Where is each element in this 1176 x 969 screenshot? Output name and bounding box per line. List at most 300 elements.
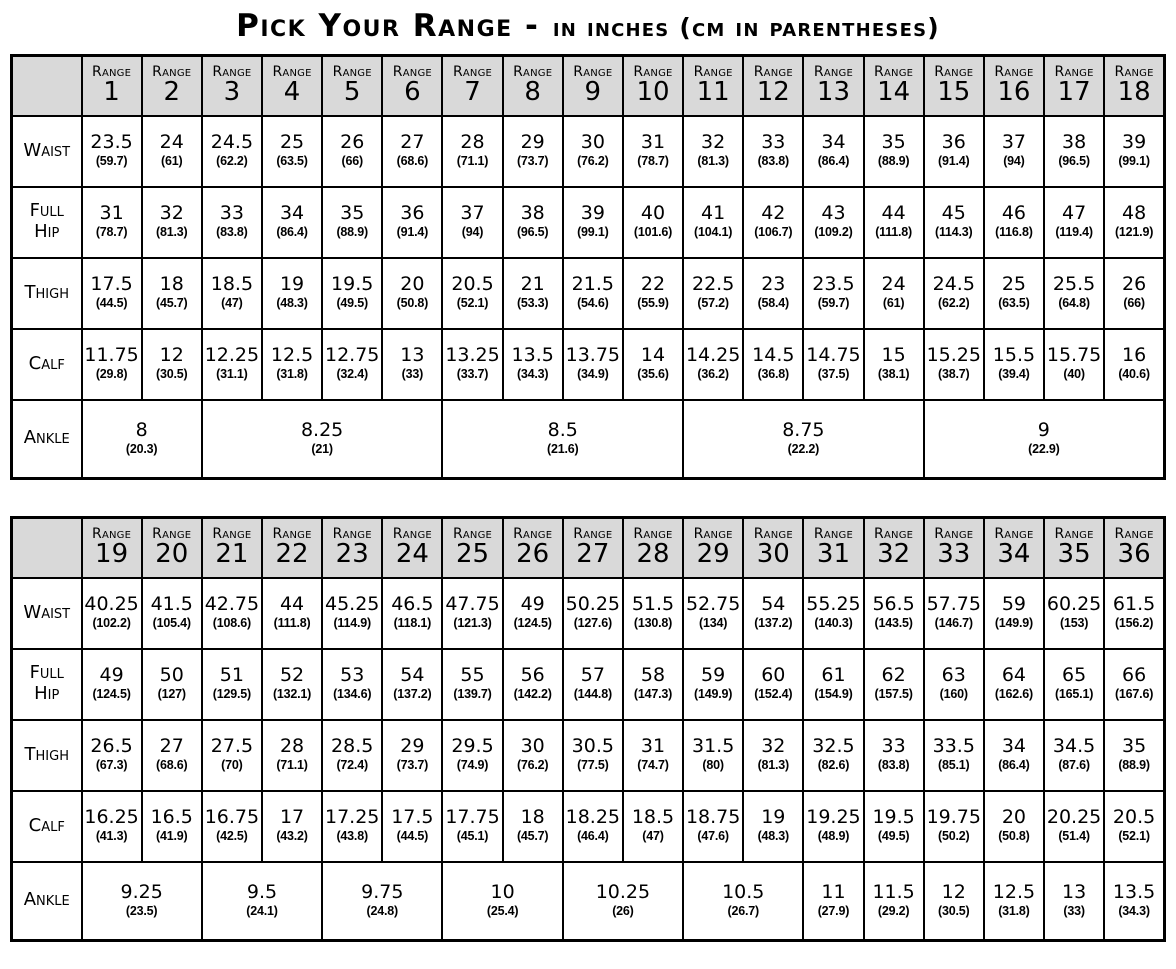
size-cell <box>82 649 142 720</box>
size-inches-value: 38 <box>1061 131 1087 154</box>
size-cm-value: (58.4) <box>757 296 790 311</box>
size-cell <box>623 187 683 258</box>
size-inches-value: 27 <box>400 131 425 154</box>
size-cm-value: (31.8) <box>276 367 308 382</box>
size-cell <box>1044 862 1104 941</box>
size-cm-value: (86.4) <box>998 758 1030 773</box>
size-inches-value: 13.5 <box>1112 881 1156 904</box>
size-cm-value: (47) <box>221 296 243 311</box>
size-inches-value: 30.5 <box>571 735 614 758</box>
size-inches-value: 60 <box>761 664 786 687</box>
size-cm-value: (124.5) <box>92 687 131 702</box>
size-cell <box>1044 187 1104 258</box>
size-cell <box>382 578 442 649</box>
size-cell <box>142 258 202 329</box>
range-header-cell <box>262 518 322 578</box>
size-cm-value: (48.9) <box>817 829 850 844</box>
size-cell <box>1104 578 1164 649</box>
size-cell <box>924 116 984 187</box>
size-cm-value: (53.3) <box>516 296 549 311</box>
size-cell <box>683 258 743 329</box>
size-cm-value: (88.9) <box>877 154 910 169</box>
size-cm-value: (33) <box>1063 903 1085 918</box>
size-cell <box>864 329 924 400</box>
range-header-label: Range <box>573 63 613 80</box>
size-inches-value: 32.5 <box>812 735 855 758</box>
row-label: Thigh <box>12 258 82 329</box>
size-cm-value: (156.2) <box>1114 616 1154 631</box>
size-cm-value: (57.2) <box>697 296 729 311</box>
size-cm-value: (24.1) <box>246 903 278 918</box>
range-header-label: Range <box>1114 525 1154 542</box>
size-inches-value: 12.5 <box>270 344 314 367</box>
size-inches-value: 33.5 <box>932 735 975 758</box>
size-cell <box>803 578 863 649</box>
size-inches-value: 17.75 <box>445 806 500 829</box>
size-cm-value: (41.3) <box>95 829 128 844</box>
size-cell <box>984 649 1044 720</box>
size-cm-value: (61) <box>882 296 905 311</box>
size-cell <box>503 116 563 187</box>
size-cm-value: (91.4) <box>938 154 970 169</box>
size-cm-value: (144.8) <box>573 687 612 702</box>
size-inches-value: 11.5 <box>872 881 915 904</box>
size-inches-value: 45 <box>941 202 966 225</box>
size-cm-value: (149.9) <box>994 616 1034 631</box>
size-cm-value: (31.8) <box>998 903 1030 918</box>
size-cell <box>683 400 924 479</box>
size-cm-value: (157.5) <box>874 687 913 702</box>
size-cm-value: (86.4) <box>276 225 308 240</box>
size-cm-value: (34.3) <box>1118 903 1150 918</box>
range-header-label: Range <box>152 63 192 80</box>
size-inches-value: 9.25 <box>120 881 163 904</box>
size-cm-value: (34.9) <box>577 367 609 382</box>
size-inches-value: 17.5 <box>90 273 133 296</box>
size-cm-value: (104.1) <box>694 225 733 240</box>
size-cell <box>924 400 1165 479</box>
range-header-label: Range <box>874 525 914 542</box>
size-cm-value: (119.4) <box>1055 225 1093 240</box>
size-cell <box>563 862 683 941</box>
size-inches-value: 19.5 <box>872 806 915 829</box>
size-cell <box>864 258 924 329</box>
range-header-cell <box>442 56 502 116</box>
size-inches-value: 56.5 <box>872 593 915 616</box>
size-cm-value: (49.5) <box>877 829 910 844</box>
size-inches-value: 10.25 <box>595 881 651 904</box>
size-cm-value: (26) <box>612 903 634 918</box>
size-inches-value: 13.75 <box>565 344 621 367</box>
range-header-label: Range <box>693 63 733 80</box>
range-header-number: 32 <box>877 539 911 570</box>
size-inches-value: 39 <box>1121 131 1147 154</box>
size-cell <box>82 862 202 941</box>
size-inches-value: 13 <box>1061 881 1087 904</box>
table-row <box>12 116 1165 187</box>
size-cell <box>924 258 984 329</box>
size-inches-value: 13 <box>400 344 425 367</box>
size-inches-value: 28 <box>279 735 305 758</box>
size-inches-value: 30 <box>580 131 605 154</box>
size-cm-value: (73.7) <box>396 758 429 773</box>
size-cell <box>683 862 803 941</box>
range-header-cell <box>563 56 623 116</box>
range-header-number: 4 <box>283 77 301 108</box>
range-header-number: 18 <box>1117 77 1151 108</box>
size-cell <box>382 116 442 187</box>
size-inches-value: 44 <box>881 202 906 225</box>
range-header-number: 19 <box>95 539 129 570</box>
size-inches-value: 24.5 <box>210 131 254 154</box>
size-inches-value: 36 <box>400 202 425 225</box>
size-inches-value: 19.5 <box>331 273 374 296</box>
size-inches-value: 61 <box>821 664 846 687</box>
size-cm-value: (88.9) <box>336 225 368 240</box>
size-cell <box>1104 329 1164 400</box>
size-cell <box>1044 258 1104 329</box>
range-header-cell <box>743 56 803 116</box>
range-header-cell <box>743 518 803 578</box>
size-cm-value: (39.4) <box>998 367 1030 382</box>
size-cell <box>503 258 563 329</box>
size-cm-value: (64.8) <box>1058 296 1090 311</box>
range-header-cell <box>322 56 382 116</box>
size-cell <box>743 258 803 329</box>
size-inches-value: 14 <box>640 344 666 367</box>
size-inches-value: 29 <box>400 735 425 758</box>
size-cell <box>563 649 623 720</box>
size-cm-value: (50.8) <box>396 296 429 311</box>
size-inches-value: 12.75 <box>325 344 380 367</box>
range-header-number: 17 <box>1057 77 1091 108</box>
row-label: Full Hip <box>12 649 82 720</box>
size-cm-value: (85.1) <box>938 758 970 773</box>
size-cm-value: (111.8) <box>273 616 311 631</box>
size-cell <box>262 578 322 649</box>
size-chart-table-ranges-1-18 <box>10 54 1166 480</box>
size-cell <box>322 258 382 329</box>
size-cm-value: (121.9) <box>1114 225 1154 240</box>
size-cm-value: (116.8) <box>995 225 1033 240</box>
range-header-cell <box>82 518 142 578</box>
range-header-label: Range <box>813 525 854 542</box>
size-cell <box>442 187 502 258</box>
size-inches-value: 12.25 <box>204 344 260 367</box>
size-cm-value: (36.8) <box>757 367 790 382</box>
size-inches-value: 12 <box>159 344 184 367</box>
size-inches-value: 42 <box>761 202 786 225</box>
size-cell <box>803 116 863 187</box>
range-header-number: 8 <box>524 77 541 108</box>
size-inches-value: 9.5 <box>246 881 278 904</box>
size-cm-value: (146.7) <box>934 616 973 631</box>
range-header-label: Range <box>633 63 673 80</box>
size-cell <box>202 400 443 479</box>
size-cell <box>202 258 262 329</box>
size-cell <box>1104 258 1164 329</box>
range-header-cell <box>262 56 322 116</box>
size-inches-value: 47 <box>1061 202 1087 225</box>
size-cm-value: (70) <box>221 758 243 773</box>
size-inches-value: 9.75 <box>361 881 404 904</box>
size-inches-value: 31 <box>640 131 666 154</box>
size-cell <box>1104 187 1164 258</box>
size-cm-value: (40.6) <box>1118 367 1150 382</box>
table-row <box>12 649 1165 720</box>
size-inches-value: 46.5 <box>391 593 434 616</box>
size-cm-value: (72.4) <box>336 758 368 773</box>
size-cell <box>743 187 803 258</box>
size-cm-value: (59.7) <box>95 154 128 169</box>
size-cm-value: (35.6) <box>637 367 669 382</box>
size-cm-value: (111.8) <box>875 225 913 240</box>
page-title-sub: in inches (cm in parentheses) <box>552 13 940 42</box>
size-cell <box>924 720 984 791</box>
size-cell <box>262 791 322 862</box>
size-inches-value: 34 <box>1001 735 1027 758</box>
size-cm-value: (71.1) <box>456 154 489 169</box>
range-header-cell <box>1104 56 1164 116</box>
size-cell <box>142 578 202 649</box>
size-cell <box>82 329 142 400</box>
size-cm-value: (108.6) <box>212 616 251 631</box>
size-inches-value: 57 <box>580 664 605 687</box>
size-inches-value: 28.5 <box>331 735 374 758</box>
size-cm-value: (29.2) <box>877 903 910 918</box>
range-header-number: 6 <box>404 77 421 108</box>
size-cm-value: (137.2) <box>393 687 432 702</box>
range-header-cell <box>382 56 442 116</box>
size-inches-value: 11 <box>821 881 846 904</box>
size-cm-value: (83.8) <box>877 758 910 773</box>
size-cm-value: (99.1) <box>577 225 609 240</box>
size-cell <box>322 649 382 720</box>
size-inches-value: 24 <box>159 131 184 154</box>
size-cm-value: (24.8) <box>366 903 399 918</box>
size-cell <box>563 720 623 791</box>
size-cm-value: (78.7) <box>95 225 128 240</box>
size-cell <box>984 578 1044 649</box>
range-header-number: 33 <box>937 539 971 570</box>
size-cm-value: (81.3) <box>757 758 790 773</box>
size-cm-value: (37.5) <box>817 367 850 382</box>
size-inches-value: 14.25 <box>685 344 741 367</box>
size-inches-value: 43 <box>821 202 846 225</box>
size-cell <box>623 720 683 791</box>
size-inches-value: 26.5 <box>90 735 133 758</box>
size-cell <box>623 329 683 400</box>
range-header-label: Range <box>513 525 553 542</box>
table-row <box>12 791 1165 862</box>
range-header-number: 5 <box>343 77 361 108</box>
size-cm-value: (36.2) <box>697 367 729 382</box>
range-header-cell <box>442 518 502 578</box>
size-cm-value: (30.5) <box>938 903 970 918</box>
size-inches-value: 31.5 <box>691 735 735 758</box>
size-cm-value: (63.5) <box>998 296 1030 311</box>
size-cell <box>382 791 442 862</box>
size-cell <box>683 329 743 400</box>
size-cell <box>82 791 142 862</box>
size-inches-value: 22.5 <box>691 273 735 296</box>
size-cell <box>803 649 863 720</box>
size-inches-value: 24.5 <box>932 273 975 296</box>
size-inches-value: 54 <box>400 664 425 687</box>
size-inches-value: 18.5 <box>210 273 254 296</box>
size-inches-value: 64 <box>1001 664 1027 687</box>
range-header-number: 26 <box>516 539 550 570</box>
size-cm-value: (127) <box>157 687 186 702</box>
size-cm-value: (44.5) <box>95 296 128 311</box>
size-inches-value: 50 <box>159 664 184 687</box>
size-inches-value: 29.5 <box>451 735 494 758</box>
size-cell <box>442 400 683 479</box>
size-cell <box>142 720 202 791</box>
range-header-cell <box>1044 56 1104 116</box>
range-header-label: Range <box>392 525 432 542</box>
size-cm-value: (26.7) <box>727 903 759 918</box>
size-inches-value: 40 <box>640 202 666 225</box>
range-header-label: Range <box>212 525 252 542</box>
size-cell <box>803 720 863 791</box>
size-inches-value: 28 <box>460 131 485 154</box>
size-cell <box>82 258 142 329</box>
size-cell <box>503 649 563 720</box>
range-header-cell <box>142 518 202 578</box>
size-inches-value: 17.25 <box>325 806 380 829</box>
range-header-number: 2 <box>163 77 180 108</box>
size-cell <box>743 578 803 649</box>
range-header-label: Range <box>1114 63 1154 80</box>
range-header-cell <box>803 56 863 116</box>
size-cm-value: (68.6) <box>396 154 429 169</box>
size-cell <box>262 649 322 720</box>
size-cell <box>322 116 382 187</box>
range-header-cell <box>1044 518 1104 578</box>
size-inches-value: 20 <box>1001 806 1027 829</box>
size-cm-value: (68.6) <box>156 758 188 773</box>
size-cm-value: (59.7) <box>817 296 850 311</box>
size-cm-value: (149.9) <box>694 687 733 702</box>
size-cm-value: (137.2) <box>754 616 793 631</box>
size-cm-value: (129.5) <box>212 687 251 702</box>
size-cell <box>743 649 803 720</box>
range-header-cell <box>864 518 924 578</box>
size-cell <box>984 187 1044 258</box>
size-inches-value: 32 <box>701 131 726 154</box>
size-cm-value: (46.4) <box>577 829 609 844</box>
size-cell <box>503 578 563 649</box>
size-cm-value: (45.7) <box>516 829 549 844</box>
size-cm-value: (94) <box>461 225 484 240</box>
size-cell <box>864 578 924 649</box>
corner-cell <box>12 518 82 578</box>
size-cm-value: (154.9) <box>814 687 853 702</box>
size-cell <box>382 649 442 720</box>
range-header-cell <box>563 518 623 578</box>
size-cell <box>142 329 202 400</box>
size-inches-value: 13.5 <box>511 344 554 367</box>
range-header-cell <box>1104 518 1164 578</box>
size-cm-value: (23.5) <box>125 903 158 918</box>
size-cell <box>623 649 683 720</box>
size-cell <box>924 649 984 720</box>
size-cm-value: (147.3) <box>633 687 673 702</box>
table-row <box>12 862 1165 941</box>
size-cm-value: (101.6) <box>633 225 673 240</box>
size-cm-value: (33.7) <box>456 367 489 382</box>
range-header-cell <box>924 518 984 578</box>
size-inches-value: 21 <box>520 273 545 296</box>
table-row <box>12 578 1165 649</box>
size-inches-value: 20.5 <box>451 273 494 296</box>
size-inches-value: 21.5 <box>571 273 614 296</box>
size-inches-value: 52.75 <box>685 593 741 616</box>
size-inches-value: 63 <box>941 664 966 687</box>
size-inches-value: 10.5 <box>722 881 765 904</box>
size-inches-value: 18.75 <box>685 806 741 829</box>
size-inches-value: 15 <box>881 344 906 367</box>
size-inches-value: 46 <box>1001 202 1027 225</box>
size-inches-value: 25 <box>279 131 305 154</box>
size-inches-value: 38 <box>520 202 545 225</box>
size-cm-value: (32.4) <box>336 367 368 382</box>
size-cm-value: (51.4) <box>1058 829 1090 844</box>
size-inches-value: 15.25 <box>926 344 981 367</box>
size-inches-value: 12 <box>941 881 966 904</box>
size-inches-value: 42.75 <box>204 593 260 616</box>
size-inches-value: 14.5 <box>752 344 795 367</box>
size-inches-value: 49 <box>520 593 545 616</box>
size-inches-value: 14.75 <box>806 344 861 367</box>
size-cell <box>984 862 1044 941</box>
size-inches-value: 60.25 <box>1046 593 1102 616</box>
row-label: Ankle <box>12 400 82 479</box>
size-cm-value: (96.5) <box>516 225 549 240</box>
size-cell <box>322 862 442 941</box>
size-cell <box>382 329 442 400</box>
size-cm-value: (21) <box>311 441 333 456</box>
row-label: Calf <box>12 791 82 862</box>
size-cell <box>803 258 863 329</box>
range-header-label: Range <box>753 525 793 542</box>
size-inches-value: 10 <box>490 881 515 904</box>
range-header-label: Range <box>92 525 132 542</box>
size-inches-value: 26 <box>340 131 365 154</box>
row-label: Waist <box>12 116 82 187</box>
size-cm-value: (118.1) <box>393 616 432 631</box>
size-inches-value: 35 <box>1121 735 1147 758</box>
size-cell <box>803 187 863 258</box>
size-cell <box>202 578 262 649</box>
size-cell <box>1044 649 1104 720</box>
size-cm-value: (62.2) <box>216 154 248 169</box>
size-cm-value: (114.3) <box>935 225 973 240</box>
range-header-label: Range <box>272 525 312 542</box>
size-inches-value: 15.5 <box>992 344 1036 367</box>
size-cm-value: (86.4) <box>817 154 850 169</box>
range-header-label: Range <box>1054 525 1094 542</box>
range-header-number: 9 <box>584 77 602 108</box>
range-header-label: Range <box>994 63 1034 80</box>
table-row <box>12 187 1165 258</box>
size-cell <box>142 187 202 258</box>
size-cell <box>262 187 322 258</box>
size-cell <box>864 862 924 941</box>
size-cell <box>864 187 924 258</box>
size-cm-value: (139.7) <box>453 687 492 702</box>
